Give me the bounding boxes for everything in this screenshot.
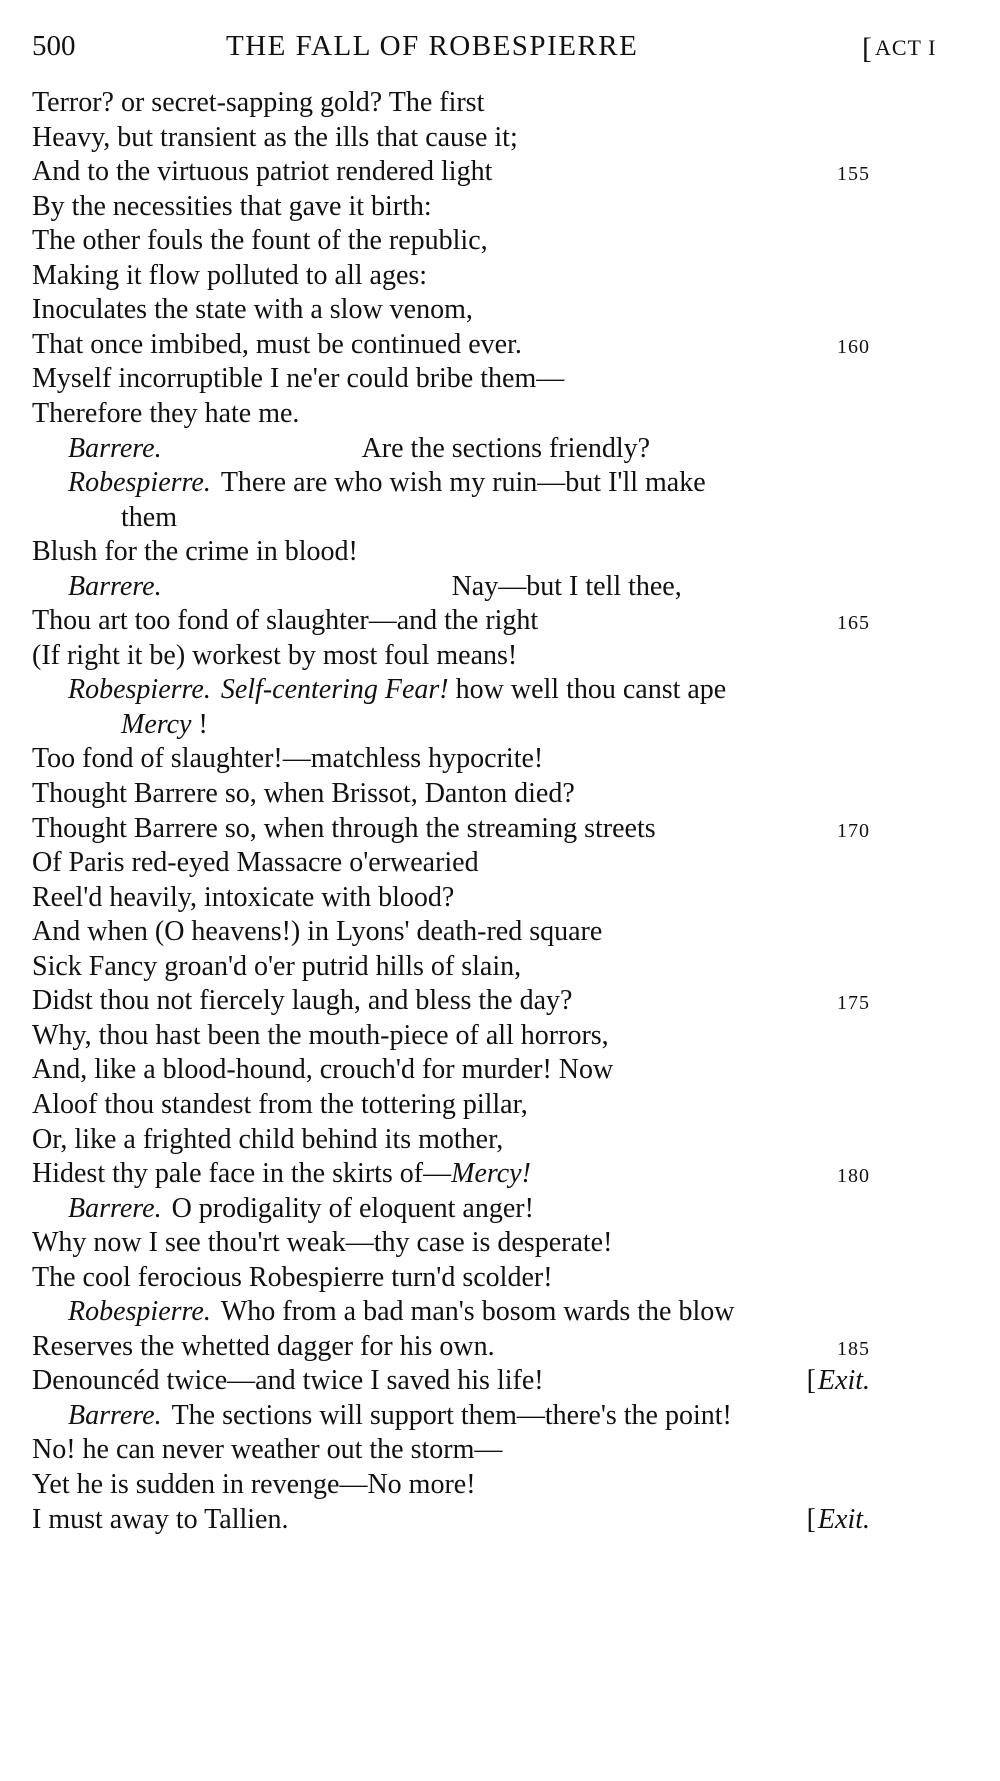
stage-direction-exit [807, 1501, 870, 1539]
verse-line [68, 568, 998, 606]
speaker-name: Robespierre. [68, 1296, 211, 1328]
verse-line [32, 291, 962, 329]
verse-line [32, 1121, 962, 1159]
line-text: Therefore they hate me. [32, 397, 300, 429]
line-text: The sections will support them—there's the point! [171, 1399, 732, 1431]
verse-line [32, 222, 962, 260]
line-text: No! he can never weather out the storm— [32, 1434, 503, 1466]
line-text: (If right it be) workest by most foul means! [32, 639, 518, 671]
verse-line [32, 775, 962, 813]
verse-line [32, 1259, 962, 1297]
line-number: 165 [837, 612, 870, 635]
verse-line [32, 1431, 962, 1469]
line-text: Thought Barrere so, when Brissot, Danton died? [32, 778, 575, 809]
line-number: 160 [837, 335, 870, 358]
verse-line [32, 360, 962, 398]
line-text: Who from a bad man's bosom wards the blow [220, 1296, 735, 1328]
line-text: Making it flow polluted to all ages: [32, 259, 428, 291]
line-text: Thou art too fond of slaughter—and the right [32, 605, 539, 637]
line-text: And to the virtuous patriot rendered light [32, 156, 493, 188]
line-text: Or, like a frighted child behind its mother, [32, 1123, 504, 1155]
stage-text: Exit. [817, 1365, 870, 1397]
line-text: Are the sections friendly? [361, 432, 651, 464]
verse-line [32, 1328, 962, 1366]
verse-line [32, 982, 962, 1020]
verse-line [32, 1017, 962, 1055]
verse-line [32, 257, 962, 295]
line-text: Of Paris red-eyed Massacre o'erwearied [32, 847, 479, 879]
verse-line [32, 844, 962, 882]
stage-direction-exit [807, 1362, 870, 1400]
speaker-name: Barrere. [68, 1192, 162, 1224]
line-number: 185 [837, 1337, 870, 1360]
line-text: Aloof thou standest from the tottering pillar, [32, 1088, 528, 1120]
line-number: 175 [837, 992, 870, 1015]
line-text: Hidest thy pale face in the skirts of— [32, 1158, 452, 1190]
line-text: Why now I see thou'rt weak—thy case is desperate! [32, 1227, 613, 1259]
line-text: Yet he is sudden in revenge—No more! [32, 1469, 476, 1500]
line-text: Inoculates the state with a slow venom, [32, 294, 473, 326]
line-text: Thought Barrere so, when through the streaming streets [32, 812, 656, 844]
verse-line [32, 153, 962, 191]
stage-bracket: [ [806, 1365, 816, 1397]
emphasis-text: Mercy [121, 708, 192, 740]
verse-line [121, 706, 1000, 744]
line-text: Terror? or secret-sapping gold? The first [32, 87, 485, 118]
speaker-name: Barrere. [68, 432, 162, 464]
line-text: Reserves the whetted dagger for his own. [32, 1330, 495, 1362]
line-text: Nay—but I tell thee, [451, 570, 682, 602]
verse-line [32, 119, 962, 157]
emphasis-text: Mercy! [451, 1158, 531, 1190]
line-text: Didst thou not fiercely laugh, and bless the day? [32, 985, 573, 1017]
line-text: There are who wish my ruin—but I'll make [220, 467, 706, 499]
verse-line [32, 1155, 962, 1193]
act-label: ACT I [875, 35, 937, 60]
verse-line [68, 430, 998, 468]
line-text: Sick Fancy groan'd o'er putrid hills of slain, [32, 950, 522, 982]
line-text: Heavy, but transient as the ills that cause it; [32, 121, 518, 153]
line-text: them [121, 501, 177, 533]
verse-line [32, 1362, 962, 1400]
line-number: 180 [837, 1165, 870, 1188]
verse-line [68, 464, 998, 502]
line-text: Blush for the crime in blood! [32, 536, 358, 568]
line-text: And, like a blood-hound, crouch'd for murder! Now [32, 1054, 614, 1086]
line-text: I must away to Tallien. [32, 1503, 289, 1535]
verse-line [32, 740, 962, 778]
line-text: By the necessities that gave it birth: [32, 190, 432, 222]
line-text: how well thou canst ape [455, 674, 727, 706]
line-text: Why, thou hast been the mouth-piece of all horrors, [32, 1019, 609, 1051]
verse-line [121, 499, 1000, 537]
verse-line [32, 637, 962, 675]
verse-line [32, 1086, 962, 1124]
page-number: 500 [32, 30, 76, 62]
line-text: ! [198, 708, 208, 740]
verse-line [32, 879, 962, 917]
verse-line [68, 671, 998, 709]
act-bracket: [ [862, 32, 873, 65]
verse-line [32, 395, 962, 433]
line-text: Myself incorruptible I ne'er could bribe them— [32, 363, 565, 395]
line-text: O prodigality of eloquent anger! [171, 1192, 534, 1224]
stage-bracket: [ [806, 1503, 816, 1535]
line-text: That once imbibed, must be continued ever. [32, 328, 522, 360]
verse-line [32, 533, 962, 571]
line-text: The cool ferocious Robespierre turn'd scolder! [32, 1261, 553, 1293]
verse-line [32, 948, 962, 986]
verse-line [32, 1466, 962, 1504]
speaker-name: Barrere. [68, 570, 162, 602]
verse-line [32, 913, 962, 951]
verse-line [32, 810, 962, 848]
verse-line [68, 1190, 998, 1228]
act-marker [862, 26, 936, 66]
verse-line [32, 84, 962, 122]
verse-line [68, 1293, 998, 1331]
speaker-name: Robespierre. [68, 674, 211, 706]
line-number: 155 [837, 163, 870, 186]
running-title: THE FALL OF ROBESPIERRE [226, 30, 639, 62]
verse-line [32, 1051, 962, 1089]
verse-line [32, 602, 962, 640]
line-text: Denouncéd twice—and twice I saved his life! [32, 1365, 544, 1397]
verse-line [32, 1224, 962, 1262]
speaker-name: Robespierre. [68, 467, 211, 499]
verse-line [68, 1397, 998, 1435]
line-text: Too fond of slaughter!—matchless hypocrite! [32, 743, 544, 775]
verse-line [32, 188, 962, 226]
line-text: And when (O heavens!) in Lyons' death-red square [32, 916, 603, 948]
line-number: 170 [837, 819, 870, 842]
line-text: The other fouls the fount of the republic, [32, 225, 488, 257]
stage-text: Exit. [817, 1503, 870, 1535]
emphasis-text: Self-centering Fear! [220, 674, 449, 706]
line-text: Reel'd heavily, intoxicate with blood? [32, 881, 455, 913]
verse-line [32, 326, 962, 364]
verse-line [32, 1501, 962, 1539]
speaker-name: Barrere. [68, 1399, 162, 1431]
